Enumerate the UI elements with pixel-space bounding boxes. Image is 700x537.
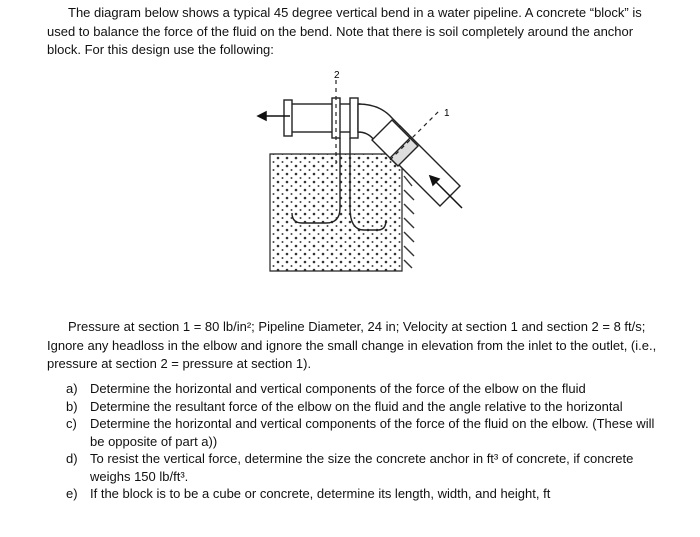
- question-label: d): [66, 451, 78, 466]
- question-item: [66, 415, 666, 450]
- pipe-bend-diagram: [240, 68, 480, 283]
- question-item: [66, 450, 666, 485]
- question-text: Determine the horizontal and vertical components of the force of the elbow on the fluid: [90, 381, 586, 396]
- section-1-label: 1: [444, 108, 450, 119]
- question-list: [66, 380, 666, 503]
- intro-paragraph: [47, 4, 659, 60]
- question-item: [66, 398, 666, 416]
- question-text: Determine the resultant force of the elbow on the fluid and the angle relative to the horizontal: [90, 398, 623, 414]
- question-label: c): [66, 416, 77, 431]
- section-2-label: 2: [334, 70, 340, 81]
- intro-line-1: The diagram below shows a typical 45 degree vertical bend in a water pipeline. A concrete “block” is: [68, 5, 642, 20]
- intro-rest: used to balance the force of the fluid on the bend. Note that there is soil completely around the anchor block. For this design use the following:: [47, 23, 634, 57]
- given-line-1: Pressure at section 1 = 80 lb/in²; Pipeline Diameter, 24 in; Velocity at section 1 and section 2 = 8 ft/s;: [68, 319, 646, 334]
- question-item: [66, 380, 666, 398]
- soil-hatching: [404, 176, 414, 268]
- question-label: e): [66, 486, 78, 501]
- question-item: [66, 485, 666, 503]
- question-text: If the block is to be a cube or concrete, determine its length, width, and height, ft: [90, 486, 551, 501]
- outlet-pipe: [284, 98, 360, 138]
- given-rest: Ignore any headloss in the elbow and ignore the small change in elevation from the inlet to the outlet, (i.e., pressure at section 2 = pressure at section 1).: [47, 337, 657, 371]
- given-conditions: [47, 318, 662, 374]
- question-text: Determine the horizontal and vertical components of the force of the fluid on the elbow. (These will be opposite of part a)): [90, 416, 655, 449]
- question-text: To resist the vertical force, determine the size the concrete anchor in ft³ of concrete, if concrete weighs 150 lb/ft³.: [90, 451, 634, 484]
- question-label: b): [66, 398, 78, 414]
- question-label: a): [66, 381, 78, 396]
- concrete-block: [270, 154, 402, 271]
